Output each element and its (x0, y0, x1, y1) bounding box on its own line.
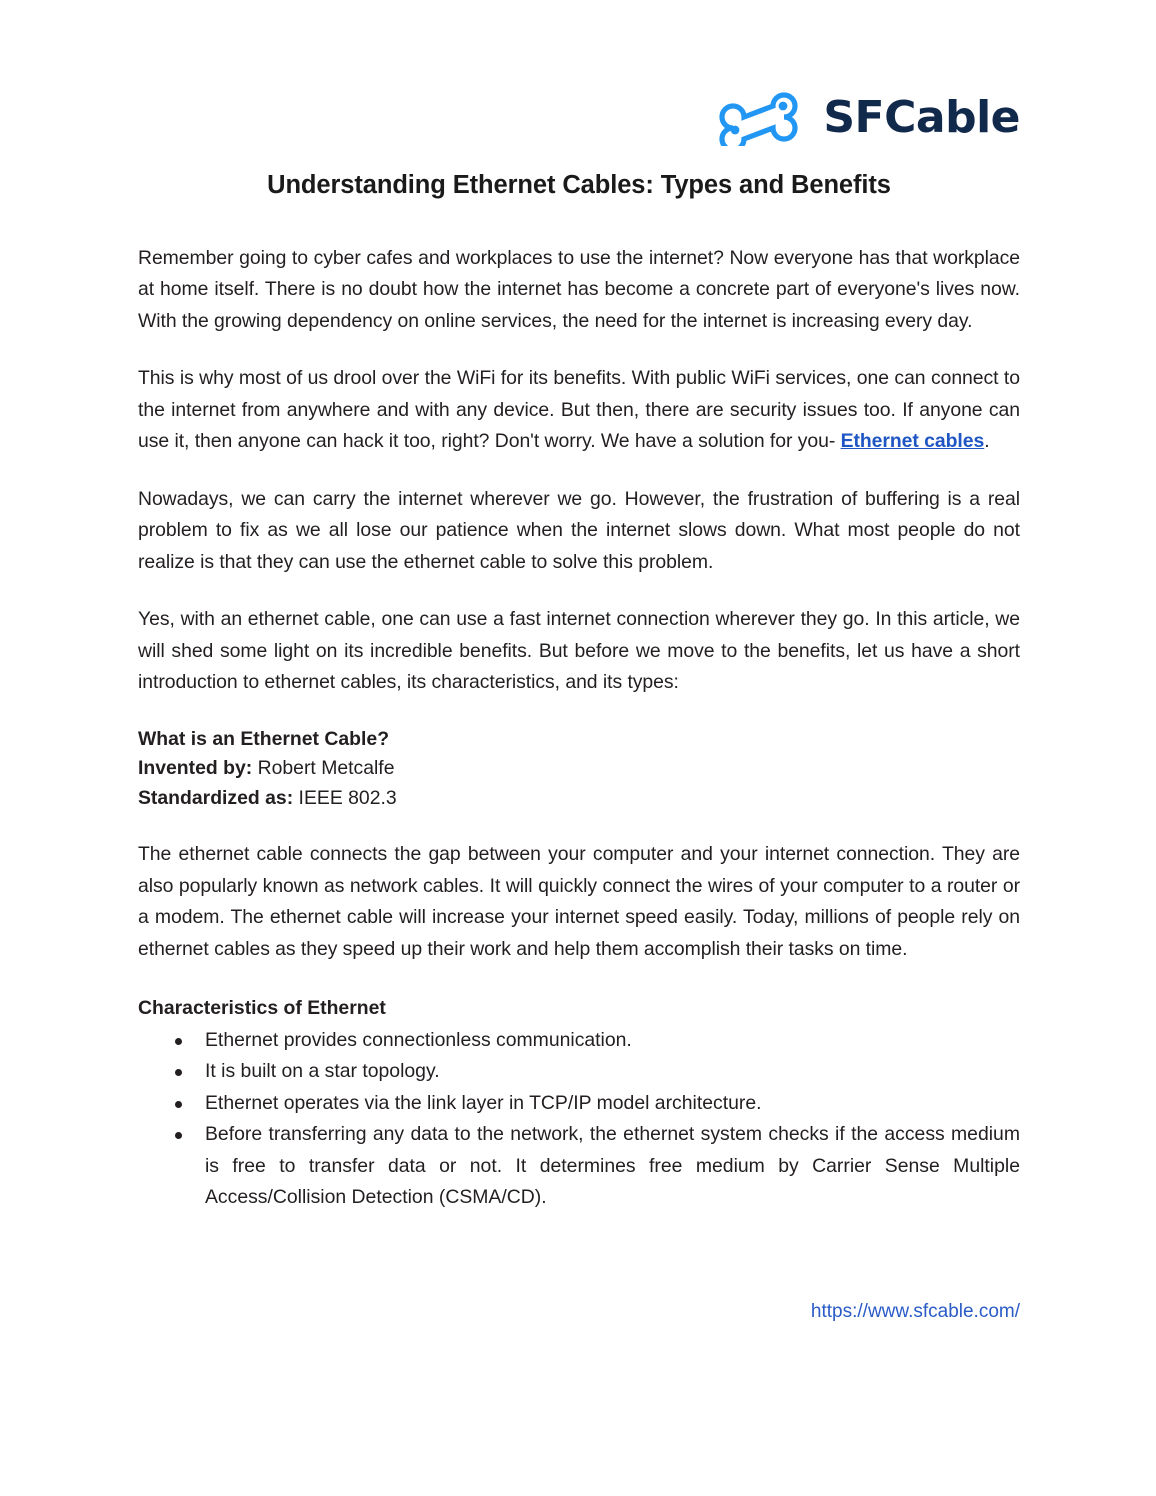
intro-paragraph-2 (138, 337, 1020, 458)
invented-by-label: Invented by: (138, 757, 253, 780)
list-item-text: It is built on a star topology. (205, 1060, 440, 1083)
characteristics-list (138, 1025, 1020, 1214)
bullet-dot-icon (175, 1069, 182, 1076)
ethernet-description-paragraph: The ethernet cable connects the gap between your computer and your internet connection. They are also popularly known as network cables. It will quickly connect the wires of your computer to a router or a modem. The ethernet cable will increase your internet speed easily. Today, millions of people rely on ethernet cables as they speed up their work and help them accomplish their tasks on time. (138, 843, 1020, 960)
logo-dot-lower (731, 126, 740, 135)
list-item (138, 1088, 1020, 1120)
bullet-dot-icon (175, 1101, 182, 1108)
list-item-text: Before transferring any data to the network, the ethernet system checks if the access medium is free to transfer data or not. It determines free medium by Carrier Sense Multiple Access/Collision Detection (CSMA/CD). (205, 1123, 1020, 1209)
standardized-as-value: IEEE 802.3 (293, 786, 397, 809)
sfcable-logo (713, 90, 1020, 146)
list-item (138, 1056, 1020, 1088)
definition-heading-text: What is an Ethernet Cable? (138, 727, 390, 750)
sfcable-infinity-logo-icon (713, 90, 809, 146)
list-item (138, 1025, 1020, 1057)
document-content (138, 0, 1020, 1214)
intro-paragraph-1: Remember going to cyber cafes and workplaces to use the internet? Now everyone has that workplace at home itself. There is no doubt how the internet has become a concrete part of everyone's lives now. With the growing dependency on online services, the need for the internet is increasing every day. (138, 246, 1020, 332)
ethernet-cables-link[interactable]: Ethernet cables (840, 430, 985, 453)
characteristics-heading: Characteristics of Ethernet (138, 997, 386, 1020)
intro-paragraph-3: Nowadays, we can carry the internet wherever we go. However, the frustration of buffering is a real problem to fix as we all lose our patience when the internet slows down. What most people do not realize is that they can use the ethernet cable to solve this problem. (138, 487, 1020, 573)
definition-heading (138, 725, 1020, 755)
list-item-text: Ethernet provides connectionless communication. (205, 1028, 632, 1051)
document-footer (138, 1300, 1020, 1325)
invented-by-value: Robert Metcalfe (252, 757, 395, 780)
sfcable-wordmark: SFCable (823, 92, 1020, 143)
logo-dot-upper (779, 102, 788, 111)
paragraph-2-text-after-link: . (984, 430, 990, 453)
ethernet-definition-block (138, 699, 1020, 814)
bullet-dot-icon (175, 1132, 182, 1139)
invented-by-line (138, 754, 1020, 784)
standardized-as-line (138, 784, 1020, 814)
intro-paragraph-4: Yes, with an ethernet cable, one can use a fast internet connection wherever they go. In this article, we will shed some light on its incredible benefits. But before we move to the benefits, let us have a short introduction to ethernet cables, its characteristics, and its types: (138, 608, 1020, 694)
paragraph-2-text-before-link: This is why most of us drool over the WiFi for its benefits. With public WiFi services, one can connect to the internet from anywhere and with any device. But then, there are security issues too. If anyone can use it, then anyone can hack it too, right? Don't worry. We have a solution for you- (138, 367, 1020, 453)
list-item-text: Ethernet operates via the link layer in TCP/IP model architecture. (205, 1091, 762, 1114)
list-item (138, 1119, 1020, 1214)
standardized-as-label: Standardized as: (138, 786, 294, 809)
document-header (138, 0, 1020, 143)
page-title: Understanding Ethernet Cables: Types and Benefits (267, 171, 891, 199)
footer-website-url[interactable]: https://www.sfcable.com/ (810, 1301, 1020, 1322)
bullet-dot-icon (175, 1038, 182, 1045)
